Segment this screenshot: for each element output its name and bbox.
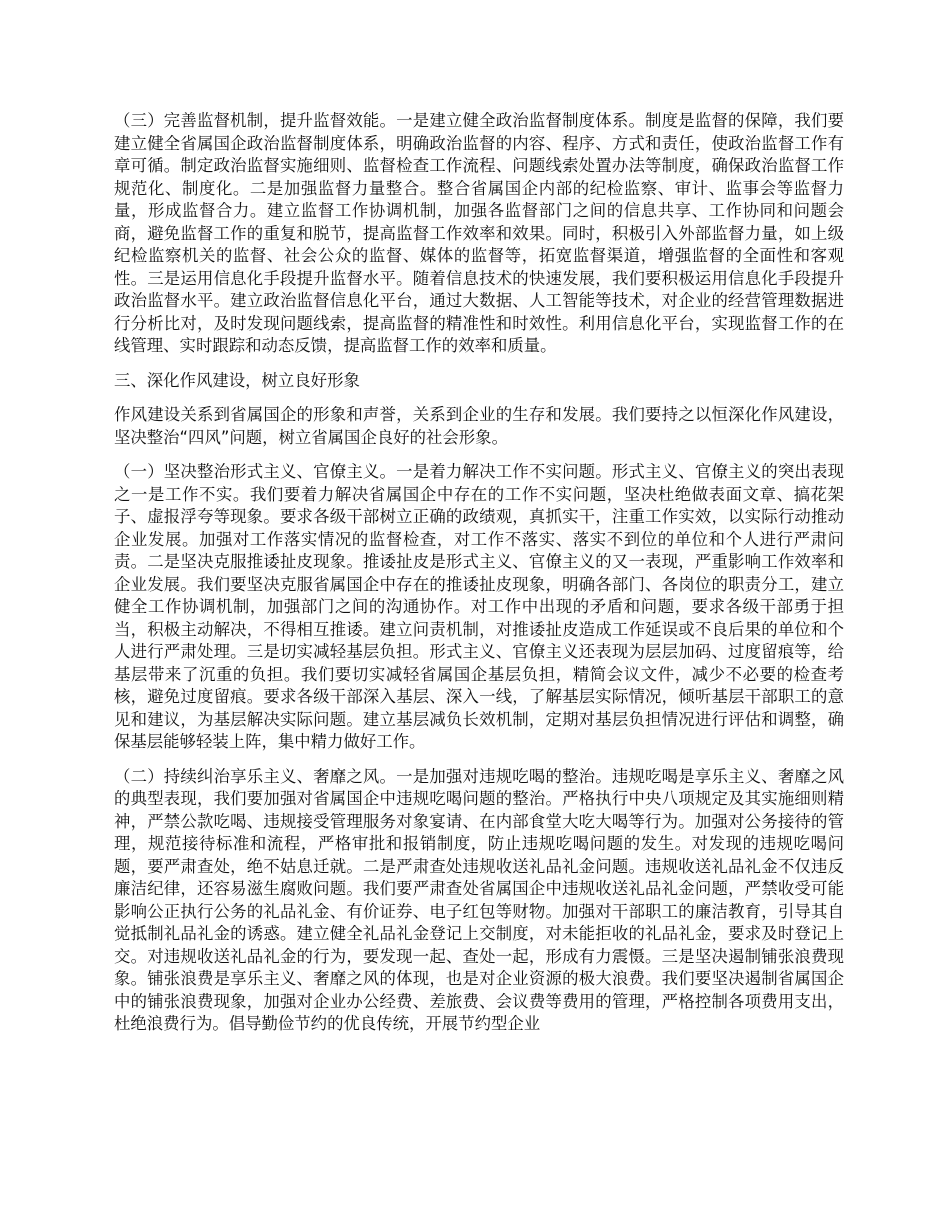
document-page <box>114 110 844 1048</box>
paragraph-hedonism-extravagance: （二）持续纠治享乐主义、奢靡之风。一是加强对违规吃喝的整治。违规吃喝是享乐主义、奢靡之风的典型表现，我们要加强对省属国企中违规吃喝问题的整治。严格执行中央八项规定及其实施细则精神，严禁公款吃喝、违规接受管理服务对象宴请、在内部食堂大吃大喝等行为。加强对公务接待的管理，规范接待标准和流程，严格审批和报销制度，防止违规吃喝问题的发生。对发现的违规吃喝问题，要严肃查处，绝不姑息迁就。二是严肃查处违规收送礼品礼金问题。违规收送礼品礼金不仅违反廉洁纪律，还容易滋生腐败问题。我们要严肃查处省属国企中违规收送礼品礼金问题，严禁收受可能影响公正执行公务的礼品礼金、有价证券、电子红包等财物。加强对干部职工的廉洁教育，引导其自觉抵制礼品礼金的诱惑。建立健全礼品礼金登记上交制度，对未能拒收的礼品礼金，要求及时登记上交。对违规收送礼品礼金的行为，要发现一起、查处一起，形成有力震慑。三是坚决遏制铺张浪费现象。铺张浪费是享乐主义、奢靡之风的体现，也是对企业资源的极大浪费。我们要坚决遏制省属国企中的铺张浪费现象，加强对企业办公经费、差旅费、会议费等费用的管理，严格控制各项费用支出，杜绝浪费行为。倡导勤俭节约的优良传统，开展节约型企业 <box>114 766 844 1033</box>
paragraph-formalism-bureaucracy: （一）坚决整治形式主义、官僚主义。一是着力解决工作不实问题。形式主义、官僚主义的突出表现之一是工作不实。我们要着力解决省属国企中存在的工作不实问题，坚决杜绝做表面文章、搞花架子、虚报浮夸等现象。要求各级干部树立正确的政绩观，真抓实干，注重工作实效，以实际行动推动企业发展。加强对工作落实情况的监督检查，对工作不落实、落实不到位的单位和个人进行严肃问责。二是坚决克服推诿扯皮现象。推诿扯皮是形式主义、官僚主义的又一表现，严重影响工作效率和企业发展。我们要坚决克服省属国企中存在的推诿扯皮现象，明确各部门、各岗位的职责分工，建立健全工作协调机制，加强部门之间的沟通协作。对工作中出现的矛盾和问题，要求各级干部勇于担当，积极主动解决，不得相互推诿。建立问责机制，对推诿扯皮造成工作延误或不良后果的单位和个人进行严肃处理。三是切实减轻基层负担。形式主义、官僚主义还表现为层层加码、过度留痕等，给基层带来了沉重的负担。我们要切实减轻省属国企基层负担，精简会议文件，减少不必要的检查考核，避免过度留痕。要求各级干部深入基层、深入一线，了解基层实际情况，倾听基层干部职工的意见和建议，为基层解决实际问题。建立基层减负长效机制，定期对基层负担情况进行评估和调整，确保基层能够轻装上阵，集中精力做好工作。 <box>114 462 844 751</box>
paragraph-work-style-intro: 作风建设关系到省属国企的形象和声誉，关系到企业的生存和发展。我们要持之以恒深化作风建设，坚决整治“四风”问题，树立省属国企良好的社会形象。 <box>114 405 844 447</box>
section-heading-work-style: 三、深化作风建设，树立良好形象 <box>114 370 360 390</box>
paragraph-supervision-mechanism: （三）完善监督机制，提升监督效能。一是建立健全政治监督制度体系。制度是监督的保障，我们要建立健全省属国企政治监督制度体系，明确政治监督的内容、程序、方式和责任，使政治监督工作有章可循。制定政治监督实施细则、监督检查工作流程、问题线索处置办法等制度，确保政治监督工作规范化、制度化。二是加强监督力量整合。整合省属国企内部的纪检监察、审计、监事会等监督力量，形成监督合力。建立监督工作协调机制，加强各监督部门之间的信息共享、工作协同和问题会商，避免监督工作的重复和脱节，提高监督工作效率和效果。同时，积极引入外部监督力量，如上级纪检监察机关的监督、社会公众的监督、媒体的监督等，拓宽监督渠道，增强监督的全面性和客观性。三是运用信息化手段提升监督水平。随着信息技术的快速发展，我们要积极运用信息化手段提升政治监督水平。建立政治监督信息化平台，通过大数据、人工智能等技术，对企业的经营管理数据进行分析比对，及时发现问题线索，提高监督的精准性和时效性。利用信息化平台，实现监督工作的在线管理、实时跟踪和动态反馈，提高监督工作的效率和质量。 <box>114 111 844 355</box>
